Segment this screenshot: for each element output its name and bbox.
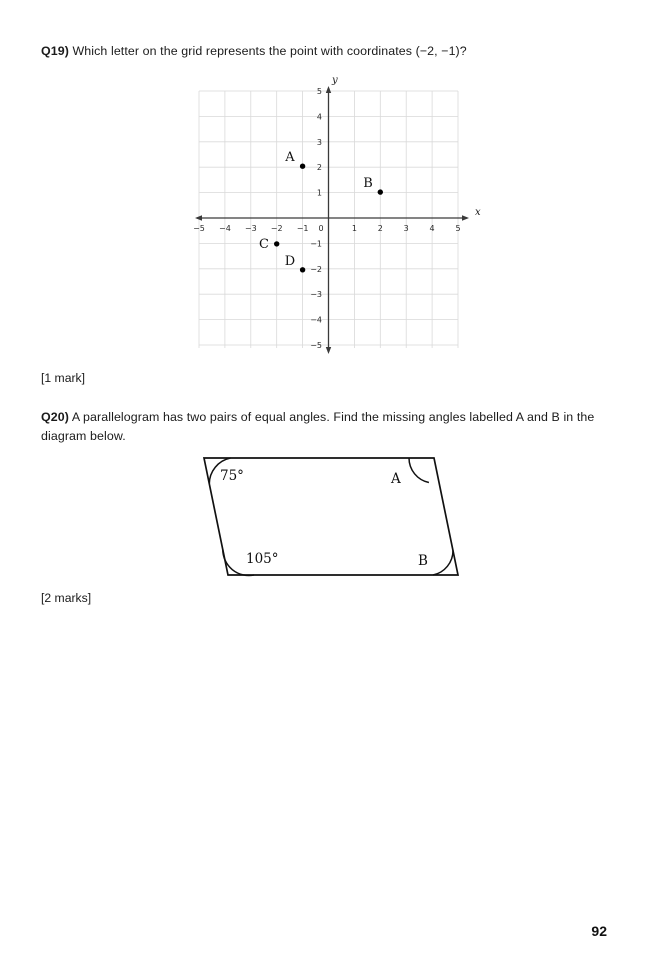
y-tick: −1	[310, 239, 322, 249]
angle-label-top-right: A	[391, 471, 401, 487]
x-tick: 3	[403, 224, 409, 233]
angle-label-top-left: 75°	[220, 468, 244, 484]
y-tick: −3	[310, 290, 322, 300]
question-19-marks: [1 mark]	[41, 371, 86, 385]
angle-arc-bottom-right	[433, 551, 453, 576]
y-tick: −5	[310, 341, 322, 350]
y-tick: 5	[316, 87, 322, 96]
parallelogram-svg	[190, 448, 480, 588]
point-label-A: A	[285, 150, 295, 165]
question-20-text	[41, 408, 619, 446]
point-dot-A	[300, 164, 305, 169]
question-20-body: A parallelogram has two pairs of equal angles. Find the missing angles labelled A and B in the diagram below.	[41, 410, 595, 444]
angle-arc-top-right	[409, 458, 429, 483]
x-tick: 2	[377, 224, 383, 233]
x-tick: −3	[244, 224, 257, 233]
y-tick: 2	[316, 163, 322, 173]
x-tick: 1	[351, 224, 357, 233]
x-tick: −2	[270, 224, 283, 233]
x-tick: −5	[193, 224, 205, 233]
question-19-text	[41, 42, 611, 61]
x-tick-labels	[193, 224, 460, 233]
point-label-B: B	[363, 176, 373, 191]
x-tick: 5	[455, 224, 461, 233]
page-number: 92	[591, 923, 607, 939]
x-tick: −1	[296, 224, 309, 233]
x-tick: −4	[219, 224, 231, 233]
question-19-body: Which letter on the grid represents the point with coordinates (−2, −1)?	[72, 44, 467, 58]
y-axis	[326, 86, 331, 354]
point-label-D: D	[284, 254, 296, 269]
y-tick: 1	[316, 188, 322, 198]
y-axis-label: y	[332, 75, 338, 86]
point-label-C: C	[259, 237, 269, 252]
angle-label-bottom-right: B	[418, 553, 428, 569]
x-tick-origin: 0	[318, 224, 324, 233]
coordinate-grid-figure	[185, 70, 485, 370]
question-19-label: Q19)	[41, 44, 69, 58]
question-20-label: Q20)	[41, 410, 69, 424]
parallelogram-figure	[190, 448, 480, 588]
x-axis-label: x	[475, 207, 481, 218]
y-tick: 4	[316, 112, 322, 122]
y-tick: −2	[310, 264, 322, 274]
y-tick: 3	[316, 137, 322, 147]
point-dot-C	[274, 241, 279, 246]
x-tick: 4	[429, 224, 435, 233]
coordinate-grid-svg	[185, 70, 485, 370]
point-dot-B	[378, 189, 383, 194]
angle-label-bottom-left: 105°	[246, 551, 279, 567]
point-dot-D	[300, 267, 305, 272]
y-tick: −4	[310, 315, 322, 325]
x-axis	[195, 215, 469, 220]
question-20-marks: [2 marks]	[41, 591, 92, 605]
